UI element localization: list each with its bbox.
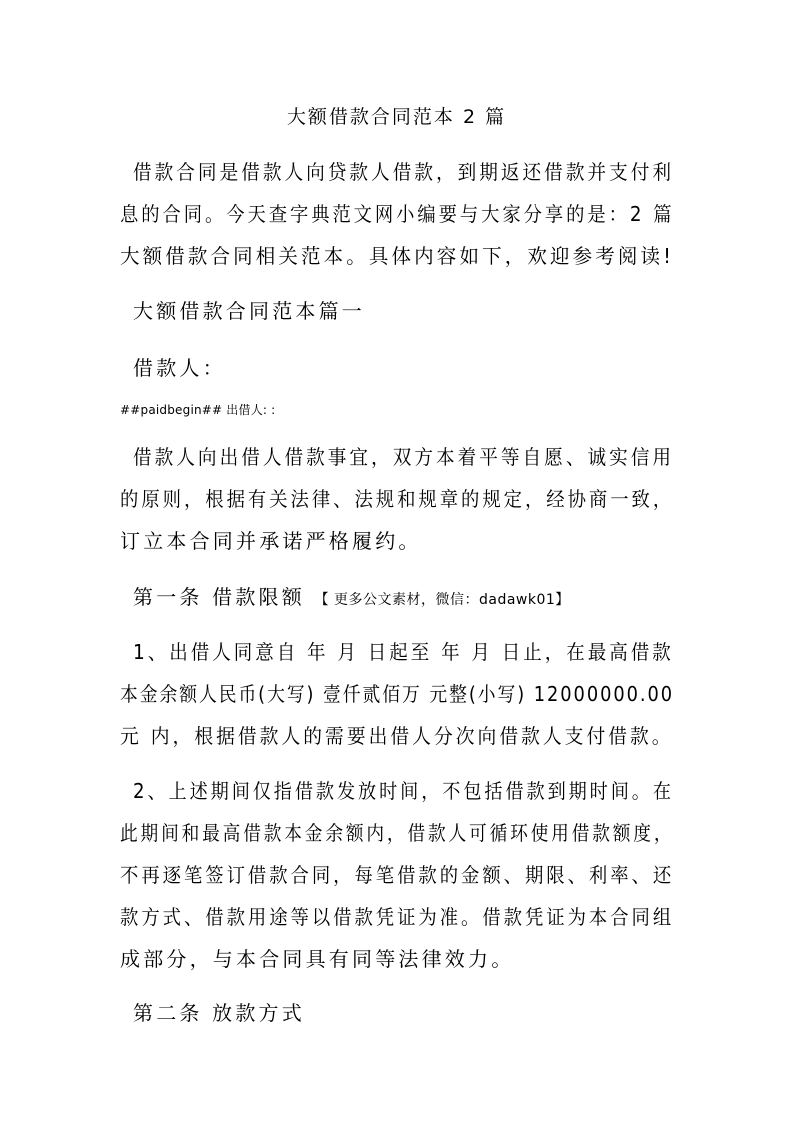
article-2-heading: 第二条 放款方式 [133,1001,305,1025]
clause-2-line: 成部分，与本合同具有同等法律效力。 [120,947,515,971]
wechat-note: 【 更多公文素材，微信：dadawk01】 [314,592,570,608]
paid-marker-lender-label: ##paidbegin## 出借人: : [120,403,276,417]
document-title: 大额借款合同范本 2 篇 [286,106,507,128]
clause-2-line: 不再逐笔签订借款合同，每笔借款的金额、期限、利率、还 [120,863,675,887]
section-heading: 大额借款合同范本篇一 [133,299,365,323]
intro-line: 大额借款合同相关范本。具体内容如下，欢迎参考阅读! [120,244,675,268]
clause-1-line: 本金余额人民币(大写) 壹仟贰佰万 元整(小写) 12000000.00 [120,682,675,706]
intro-line: 息的合同。今天查字典范文网小编要与大家分享的是：2 篇 [120,202,675,226]
preamble-line: 订立本合同并承诺严格履约。 [120,529,422,553]
clause-2-line: 此期间和最高借款本金余额内，借款人可循环使用借款额度， [120,821,675,845]
clause-1-line: 元 内，根据借款人的需要出借人分次向借款人支付借款。 [120,724,674,748]
article-1-line [133,583,570,614]
article-1-heading: 第一条 借款限额 [133,585,305,609]
clause-2-line: 款方式、借款用途等以借款凭证为准。借款凭证为本合同组 [120,905,675,929]
preamble-line: 的原则，根据有关法律、法规和规章的规定，经协商一致， [120,487,675,511]
borrower-label: 借款人： [133,356,226,380]
clause-2-line: 2、上述期间仅指借款发放时间，不包括借款到期时间。在 [133,779,674,803]
clause-1-line: 1、出借人同意自 年 月 日起至 年 月 日止，在最高借款 [133,640,674,664]
intro-line: 借款合同是借款人向贷款人借款，到期返还借款并支付利 [133,160,675,184]
preamble-line: 借款人向出借人借款事宜，双方本着平等自愿、诚实信用 [133,445,675,469]
